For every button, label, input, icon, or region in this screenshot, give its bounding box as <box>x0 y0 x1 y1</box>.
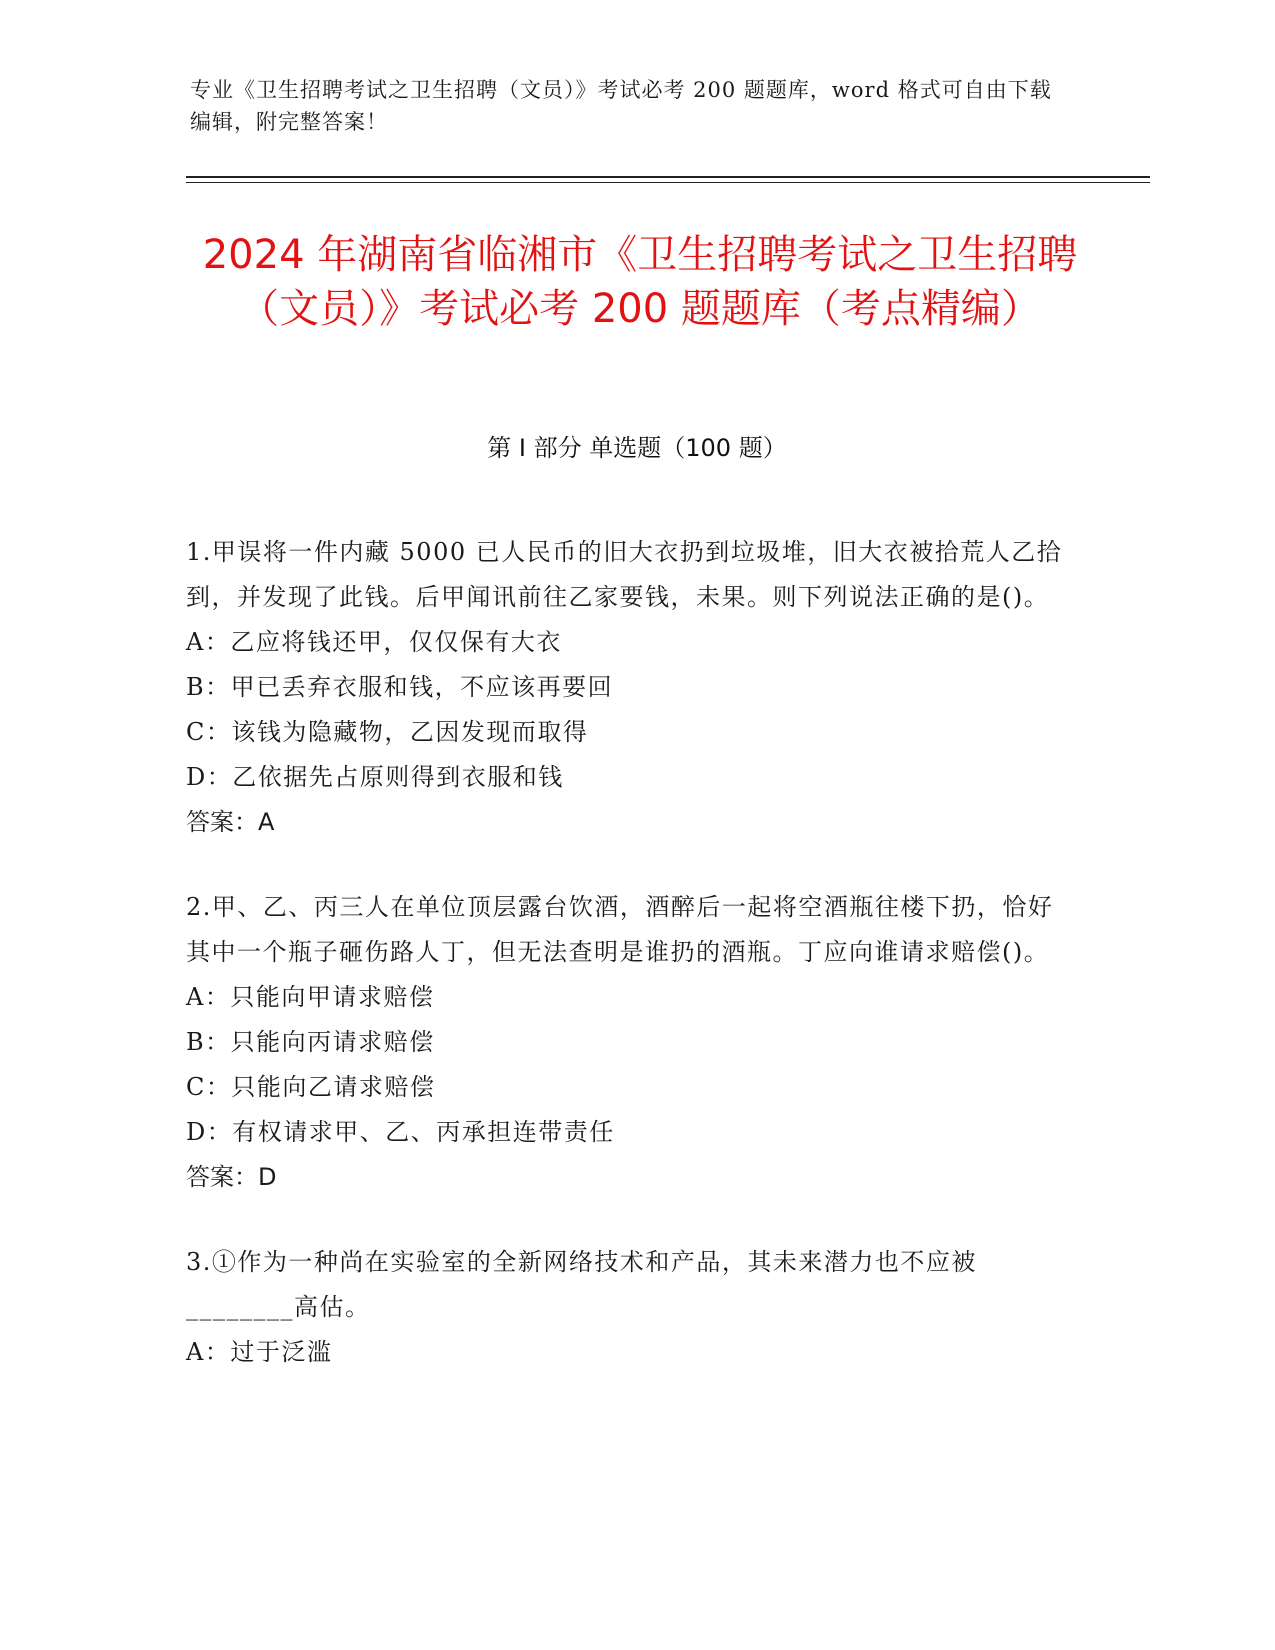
option-c: C：只能向乙请求赔偿 <box>186 1073 436 1101</box>
question-1 <box>186 530 1066 845</box>
option-c: C：该钱为隐藏物，乙因发现而取得 <box>186 718 589 746</box>
answer: 答案：D <box>186 1163 277 1191</box>
option-d: D：乙依据先占原则得到衣服和钱 <box>186 763 564 791</box>
option-d: D：有权请求甲、乙、丙承担连带责任 <box>186 1118 615 1146</box>
answer: 答案：A <box>186 808 275 836</box>
option-b: B：甲已丢弃衣服和钱，不应该再要回 <box>186 673 614 701</box>
question-3 <box>186 1240 1066 1375</box>
option-a: A：只能向甲请求赔偿 <box>186 983 435 1011</box>
option-a: A：过于泛滥 <box>186 1338 333 1366</box>
question-stem: 1.甲误将一件内藏 5000 已人民币的旧大衣扔到垃圾堆，旧大衣被拾荒人乙拾到，并发现了此钱。后甲闻讯前往乙家要钱，未果。则下列说法正确的是()。 <box>186 538 1063 611</box>
header-divider-thin <box>186 182 1150 183</box>
option-a: A：乙应将钱还甲，仅仅保有大衣 <box>186 628 562 656</box>
question-stem: 2.甲、乙、丙三人在单位顶层露台饮酒，酒醉后一起将空酒瓶往楼下扔，恰好其中一个瓶子砸伤路人丁，但无法查明是谁扔的酒瓶。丁应向谁请求赔偿()。 <box>186 893 1054 966</box>
document-title: 2024 年湖南省临湘市《卫生招聘考试之卫生招聘（文员）》考试必考 200 题题库（考点精编） <box>202 232 1078 332</box>
header-note: 专业《卫生招聘考试之卫生招聘（文员）》考试必考 200 题题库，word 格式可自由下载编辑，附完整答案！ <box>190 78 1052 134</box>
question-stem: 3.①作为一种尚在实验室的全新网络技术和产品，其未来潜力也不应被________高估。 <box>186 1248 977 1321</box>
question-2 <box>186 885 1066 1200</box>
question-list <box>186 530 1066 1415</box>
section-title: 第 I 部分 单选题（100 题） <box>487 434 787 462</box>
header-divider <box>186 176 1150 178</box>
option-b: B：只能向丙请求赔偿 <box>186 1028 435 1056</box>
